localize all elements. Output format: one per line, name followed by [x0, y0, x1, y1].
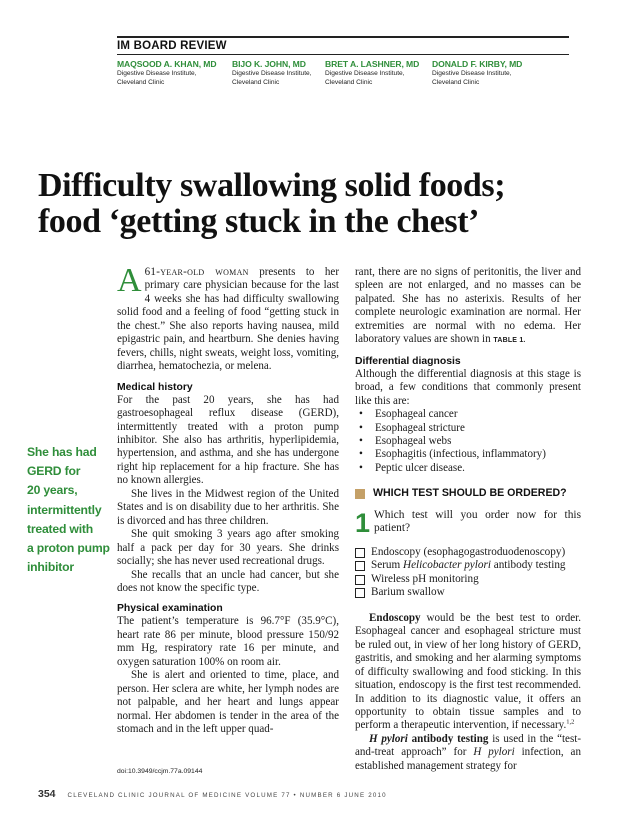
physical-exam-heading: Physical examination [117, 603, 223, 615]
answer-option: Endoscopy (esophagogastroduodenoscopy) [355, 546, 581, 560]
author-block [432, 59, 542, 87]
square-bullet-icon [355, 489, 365, 499]
author-affiliation: Cleveland Clinic [117, 79, 165, 87]
pull-quote-line: inhibitor [27, 560, 74, 575]
author-affiliation: Digestive Disease Institute, [117, 70, 197, 77]
author-affiliation: Cleveland Clinic [232, 79, 280, 87]
body-paragraph: H pylori antibody testing is used in the “test-and-treat approach” for H pylori infection, an established management strategy for [355, 732, 582, 772]
list-item: • Esophagitis (infectious, inflammatory) [355, 448, 581, 461]
article-title [38, 168, 505, 240]
question-body: Which test will you order now for this patient? [374, 508, 581, 535]
left-column [117, 262, 340, 737]
author-block [325, 59, 435, 87]
list-item: • Esophageal webs [355, 435, 581, 448]
author-affiliation: Cleveland Clinic [325, 79, 373, 87]
pull-quote-line: intermittently [27, 502, 102, 517]
body-paragraph: She lives in the Midwest region of the United States and is on disability due to her arthritis. She is divorced and has three children. [117, 487, 339, 527]
body-paragraph: Endoscopy would be the best test to order. Esophageal cancer and esophageal stricture must be ruled out, in view of her long history of GERD, gastritis, and smoking and her alarming symptoms of difficulty swallowing and food sticking. In this situation, endoscopy is the first test recommended. In addition to its diagnostic value, it offers an opportunity to obtain tissue samples and to perform a therapeutic intervention, if necessary.$^{1,2}$ [355, 611, 581, 732]
intro-smallcaps: 61-year-old woman [144, 266, 249, 278]
right-column [355, 266, 581, 773]
question-heading [355, 487, 581, 500]
checkbox-icon [355, 561, 365, 571]
title-line: Difficulty swallowing solid foods; [38, 167, 506, 204]
pull-quote-line: a proton pump [27, 541, 110, 556]
answer-options [355, 546, 581, 600]
body-text: rant, there are no signs of peritonitis, the liver and spleen are not enlarged, and no masses can be palpated. She has no asterixis. Results of her complete neurologic examination are normal. Her extremities are normal with no edema. Her laboratory values are shown in [355, 266, 581, 346]
answer-option: Wireless pH monitoring [355, 573, 581, 587]
body-paragraph: She is alert and oriented to time, place, and person. Her sclera are white, her lymph nodes are not palpable, and her heart and lungs appear normal. Her abdomen is tender in the area of the stomach and in the left upper quad- [117, 669, 339, 736]
title-line: food ‘getting stuck in the chest’ [38, 203, 480, 240]
author-affiliation: Cleveland Clinic [432, 79, 480, 87]
differential-list [355, 408, 581, 475]
page-number: 354 [38, 788, 56, 800]
list-item: • Esophageal cancer [355, 408, 581, 421]
table-reference: TABLE 1. [493, 337, 526, 345]
body-paragraph: For the past 20 years, she has had gastroesophageal reflux disease (GERD), intermittently treated with a proton pump inhibitor. She also has arthritis, hyperlipidemia, hypertension, and asthma, and she has undergone right hip replacement for a hip fracture. She has no known allergies. [117, 393, 339, 487]
lead-term: Endoscopy [369, 611, 421, 624]
pull-quote [27, 443, 113, 577]
differential-heading: Differential diagnosis [355, 355, 461, 367]
list-item: • Esophageal stricture [355, 422, 581, 435]
body-paragraph [355, 266, 581, 348]
answer-option: Barium swallow [355, 586, 581, 600]
citation: 1,2 [566, 718, 575, 726]
author-block [117, 59, 227, 87]
body-paragraph: She recalls that an uncle had cancer, but she does not know the specific type. [117, 568, 339, 594]
checkbox-icon [355, 588, 365, 598]
author-affiliation: Digestive Disease Institute, [325, 70, 405, 77]
doi: doi:10.3949/ccjm.77a.09144 [117, 768, 203, 775]
section-label: IM BOARD REVIEW [117, 40, 227, 52]
author-name: BRET A. LASHNER, MD [325, 59, 420, 69]
question-heading-text: WHICH TEST SHOULD BE ORDERED? [373, 487, 567, 500]
question-number: 1 [355, 507, 371, 538]
header-bottom-rule [117, 54, 569, 55]
drop-cap: A [117, 262, 142, 299]
author-name: DONALD F. KIRBY, MD [432, 59, 523, 69]
answer-option: Serum Helicobacter pylori antibody testing [355, 559, 581, 573]
checkbox-icon [355, 575, 365, 585]
body-paragraph: She quit smoking 3 years ago after smoking half a pack per day for 30 years. She drinks socially; she has never used recreational drugs. [117, 528, 339, 568]
author-name: MAQSOOD A. KHAN, MD [117, 59, 217, 69]
question-text [355, 509, 581, 536]
pull-quote-line: treated with [27, 521, 93, 536]
intro-paragraph [117, 262, 340, 374]
pull-quote-line: GERD for [27, 464, 81, 479]
pull-quote-line: 20 years, [27, 483, 78, 498]
body-paragraph: Although the differential diagnosis at this stage is broad, a few conditions that commonly present like this are: [355, 367, 581, 407]
author-affiliation: Digestive Disease Institute, [232, 70, 312, 77]
checkbox-icon [355, 548, 365, 558]
list-item: • Peptic ulcer disease. [355, 462, 581, 475]
pull-quote-line: She has had [27, 445, 97, 459]
body-paragraph: The patient’s temperature is 96.7°F (35.9°C), heart rate 86 per minute, blood pressure 150/92 mm Hg, respiratory rate 16 per minute, and oxygen saturation 100% on room air. [117, 615, 339, 668]
author-affiliation: Digestive Disease Institute, [432, 70, 512, 77]
author-name: BIJO K. JOHN, MD [232, 59, 306, 69]
lead-term: H pylori antibody testing [369, 732, 489, 745]
medical-history-heading: Medical history [117, 381, 193, 393]
page-footer [38, 788, 387, 800]
header-top-rule [117, 36, 569, 38]
intro-text: presents to her primary care physician because for the last 4 weeks she has had difficulty swallowing solid food and a feeling of food “getting stuck in the chest.” She also reports having nausea, mild epigastric pain, and heartburn. She denies having fevers, chills, night sweats, weight loss, vomiting, diarrhea, hematochezia, or melena. [117, 266, 340, 373]
journal-footer-text: CLEVELAND CLINIC JOURNAL OF MEDICINE VOLUME 77 • NUMBER 6 JUNE 2010 [67, 792, 387, 799]
